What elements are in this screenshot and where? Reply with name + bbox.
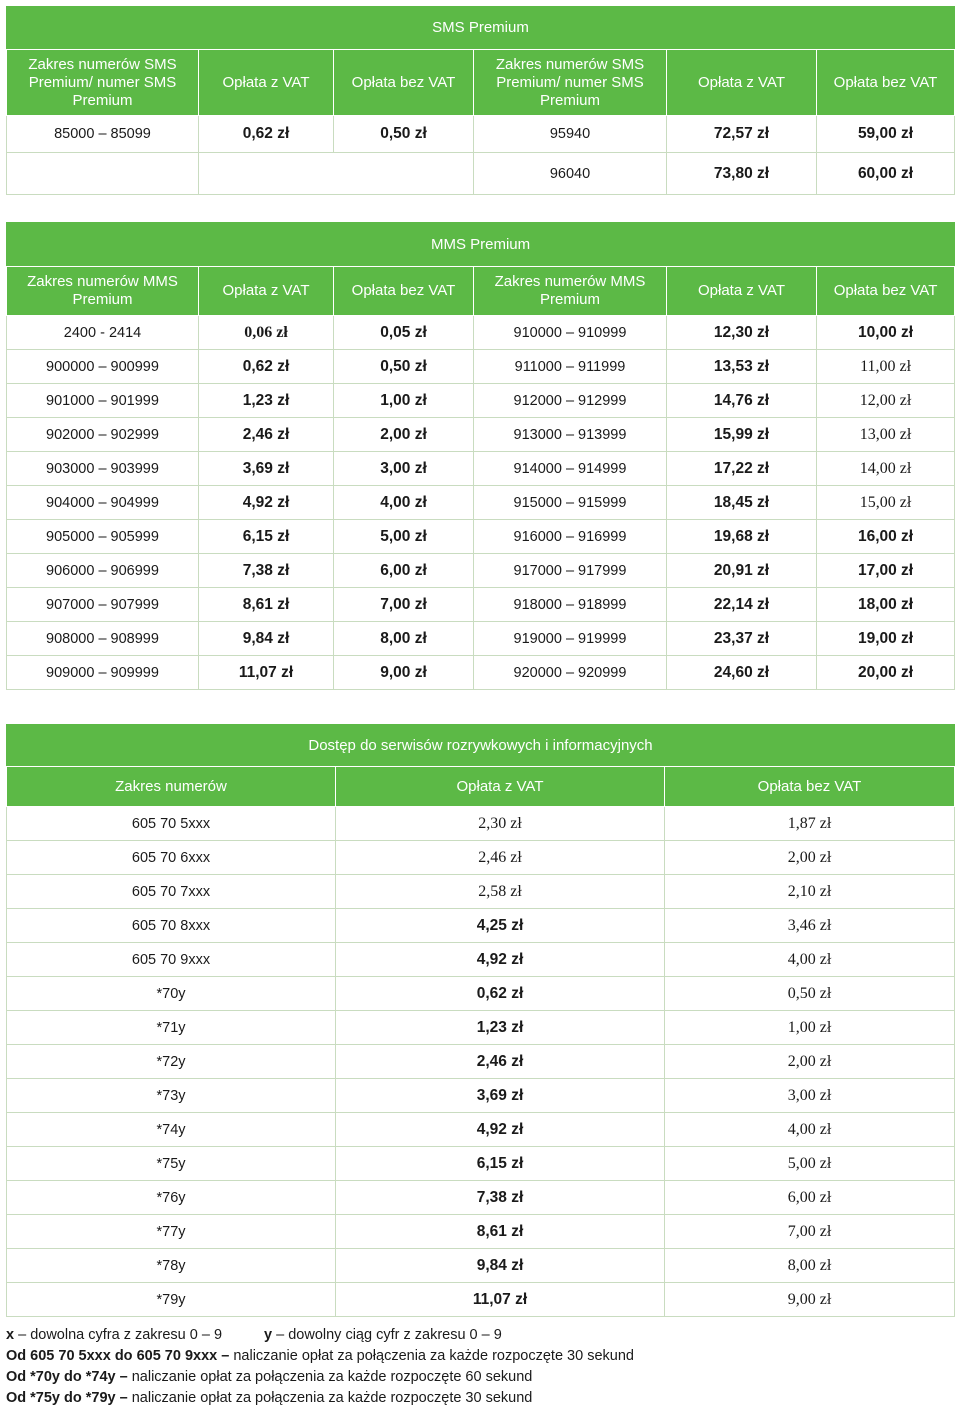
number-range: 919000 – 919999	[474, 622, 667, 656]
table-row	[7, 1283, 955, 1317]
price-without-vat: 7,00 zł	[665, 1215, 955, 1249]
price-with-vat: 11,07 zł	[199, 656, 334, 690]
price-with-vat: 2,46 zł	[336, 1045, 665, 1079]
price-with-vat: 2,30 zł	[336, 807, 665, 841]
number-range: *78y	[7, 1249, 336, 1283]
price-without-vat: 5,00 zł	[334, 520, 474, 554]
table-row	[7, 384, 955, 418]
number-range: 605 70 6xxx	[7, 841, 336, 875]
table-row	[7, 977, 955, 1011]
footnote-line	[6, 1346, 956, 1367]
sms-premium-table	[6, 6, 955, 195]
price-with-vat: 24,60 zł	[667, 656, 817, 690]
sms-header-range-2: Zakres numerów SMS Premium/ numer SMS Premium	[474, 50, 667, 116]
price-with-vat: 3,69 zł	[336, 1079, 665, 1113]
number-range: 900000 – 900999	[7, 350, 199, 384]
number-range: *79y	[7, 1283, 336, 1317]
empty-cell	[7, 153, 199, 195]
price-with-vat: 22,14 zł	[667, 588, 817, 622]
price-without-vat: 2,10 zł	[665, 875, 955, 909]
table-row	[7, 588, 955, 622]
price-without-vat: 15,00 zł	[817, 486, 955, 520]
number-range: *74y	[7, 1113, 336, 1147]
price-without-vat: 0,50 zł	[334, 116, 474, 153]
number-range: 605 70 8xxx	[7, 909, 336, 943]
price-with-vat: 15,99 zł	[667, 418, 817, 452]
price-with-vat: 2,46 zł	[336, 841, 665, 875]
number-range: 920000 – 920999	[474, 656, 667, 690]
empty-cell	[199, 153, 474, 195]
price-without-vat: 12,00 zł	[817, 384, 955, 418]
footnotes	[6, 1325, 956, 1409]
footnote-y-text: – dowolny ciąg cyfr z zakresu 0 – 9	[272, 1327, 502, 1343]
price-with-vat: 7,38 zł	[336, 1181, 665, 1215]
price-with-vat: 14,76 zł	[667, 384, 817, 418]
footnote-line	[6, 1388, 956, 1409]
price-without-vat: 5,00 zł	[665, 1147, 955, 1181]
footnote-text: naliczanie opłat za połączenia za każde rozpoczęte 60 sekund	[127, 1369, 533, 1385]
footnote-x-key: x	[6, 1327, 15, 1343]
price-without-vat: 0,50 zł	[665, 977, 955, 1011]
price-with-vat: 20,91 zł	[667, 554, 817, 588]
price-without-vat: 9,00 zł	[334, 656, 474, 690]
number-range: 911000 – 911999	[474, 350, 667, 384]
table-row	[7, 1215, 955, 1249]
table-row	[7, 116, 955, 153]
footnote-key: Od 605 70 5xxx do 605 70 9xxx –	[6, 1348, 230, 1364]
price-without-vat: 8,00 zł	[334, 622, 474, 656]
price-with-vat: 73,80 zł	[667, 153, 817, 195]
price-with-vat: 11,07 zł	[336, 1283, 665, 1317]
price-with-vat: 13,53 zł	[667, 350, 817, 384]
price-without-vat: 8,00 zł	[665, 1249, 955, 1283]
number-range: 917000 – 917999	[474, 554, 667, 588]
price-with-vat: 7,38 zł	[199, 554, 334, 588]
footnote-x-text: – dowolna cyfra z zakresu 0 – 9	[14, 1327, 223, 1343]
footnote-line	[6, 1367, 956, 1388]
number-range: *77y	[7, 1215, 336, 1249]
sms-header-vat-2: Opłata z VAT	[667, 50, 817, 116]
number-range: 915000 – 915999	[474, 486, 667, 520]
footnote-text: naliczanie opłat za połączenia za każde rozpoczęte 30 sekund	[127, 1390, 533, 1406]
price-with-vat: 0,62 zł	[199, 350, 334, 384]
price-without-vat: 4,00 zł	[334, 486, 474, 520]
price-without-vat: 11,00 zł	[817, 350, 955, 384]
number-range: *71y	[7, 1011, 336, 1045]
number-range: 916000 – 916999	[474, 520, 667, 554]
price-with-vat: 0,06 zł	[199, 316, 334, 350]
price-without-vat: 2,00 zł	[334, 418, 474, 452]
table-row	[7, 943, 955, 977]
price-without-vat: 13,00 zł	[817, 418, 955, 452]
table-row	[7, 452, 955, 486]
price-with-vat: 12,30 zł	[667, 316, 817, 350]
number-range: *70y	[7, 977, 336, 1011]
number-range: 910000 – 910999	[474, 316, 667, 350]
services-table-body	[7, 807, 955, 1317]
table-row	[7, 153, 955, 195]
price-with-vat: 6,15 zł	[336, 1147, 665, 1181]
price-with-vat: 72,57 zł	[667, 116, 817, 153]
price-without-vat: 0,05 zł	[334, 316, 474, 350]
price-with-vat: 4,92 zł	[336, 943, 665, 977]
price-without-vat: 1,00 zł	[665, 1011, 955, 1045]
table-row	[7, 1147, 955, 1181]
number-range: 906000 – 906999	[7, 554, 199, 588]
number-range: 908000 – 908999	[7, 622, 199, 656]
number-range: 605 70 9xxx	[7, 943, 336, 977]
number-range: *76y	[7, 1181, 336, 1215]
price-with-vat: 6,15 zł	[199, 520, 334, 554]
table-row	[7, 622, 955, 656]
number-range: 605 70 5xxx	[7, 807, 336, 841]
services-table	[6, 724, 955, 1317]
price-with-vat: 23,37 zł	[667, 622, 817, 656]
table-row	[7, 486, 955, 520]
price-without-vat: 59,00 zł	[817, 116, 955, 153]
table-row	[7, 1079, 955, 1113]
price-without-vat: 14,00 zł	[817, 452, 955, 486]
table-row	[7, 520, 955, 554]
price-without-vat: 17,00 zł	[817, 554, 955, 588]
number-range: 907000 – 907999	[7, 588, 199, 622]
number-range: *73y	[7, 1079, 336, 1113]
table-row	[7, 1249, 955, 1283]
number-range: *72y	[7, 1045, 336, 1079]
number-range: 902000 – 902999	[7, 418, 199, 452]
price-with-vat: 4,25 zł	[336, 909, 665, 943]
services-header-novat: Opłata bez VAT	[665, 767, 955, 807]
price-without-vat: 16,00 zł	[817, 520, 955, 554]
number-range: *75y	[7, 1147, 336, 1181]
mms-table-body	[7, 316, 955, 690]
mms-header-novat-2: Opłata bez VAT	[817, 267, 955, 316]
table-row	[7, 1181, 955, 1215]
sms-header-range-1: Zakres numerów SMS Premium/ numer SMS Premium	[7, 50, 199, 116]
number-range: 901000 – 901999	[7, 384, 199, 418]
sms-header-novat-1: Opłata bez VAT	[334, 50, 474, 116]
number-range: 605 70 7xxx	[7, 875, 336, 909]
table-row	[7, 418, 955, 452]
footnote-text: naliczanie opłat za połączenia za każde rozpoczęte 30 sekund	[229, 1348, 634, 1364]
price-with-vat: 1,23 zł	[336, 1011, 665, 1045]
table-row	[7, 1113, 955, 1147]
number-range: 85000 – 85099	[7, 116, 199, 153]
table-row	[7, 554, 955, 588]
price-with-vat: 9,84 zł	[336, 1249, 665, 1283]
table-row	[7, 350, 955, 384]
price-with-vat: 19,68 zł	[667, 520, 817, 554]
price-with-vat: 4,92 zł	[336, 1113, 665, 1147]
table-row	[7, 875, 955, 909]
price-without-vat: 1,00 zł	[334, 384, 474, 418]
table-row	[7, 807, 955, 841]
price-with-vat: 0,62 zł	[199, 116, 334, 153]
price-with-vat: 8,61 zł	[336, 1215, 665, 1249]
price-with-vat: 1,23 zł	[199, 384, 334, 418]
footnote-y-key: y	[264, 1327, 273, 1343]
price-without-vat: 4,00 zł	[665, 943, 955, 977]
mms-header-range-2: Zakres numerów MMS Premium	[474, 267, 667, 316]
number-range: 914000 – 914999	[474, 452, 667, 486]
number-range: 905000 – 905999	[7, 520, 199, 554]
footnote-key: Od *75y do *79y –	[6, 1390, 128, 1406]
table-row	[7, 909, 955, 943]
services-table-title: Dostęp do serwisów rozrywkowych i informacyjnych	[7, 725, 955, 767]
price-without-vat: 6,00 zł	[334, 554, 474, 588]
services-header-range: Zakres numerów	[7, 767, 336, 807]
price-without-vat: 60,00 zł	[817, 153, 955, 195]
footnote-key: Od *70y do *74y –	[6, 1369, 128, 1385]
table-row	[7, 316, 955, 350]
number-range: 903000 – 903999	[7, 452, 199, 486]
services-header-vat: Opłata z VAT	[336, 767, 665, 807]
price-without-vat: 10,00 zł	[817, 316, 955, 350]
mms-header-novat-1: Opłata bez VAT	[334, 267, 474, 316]
price-without-vat: 2,00 zł	[665, 841, 955, 875]
number-range: 95940	[474, 116, 667, 153]
price-with-vat: 17,22 zł	[667, 452, 817, 486]
price-without-vat: 7,00 zł	[334, 588, 474, 622]
number-range: 918000 – 918999	[474, 588, 667, 622]
price-without-vat: 3,00 zł	[665, 1079, 955, 1113]
number-range: 909000 – 909999	[7, 656, 199, 690]
price-without-vat: 4,00 zł	[665, 1113, 955, 1147]
price-with-vat: 18,45 zł	[667, 486, 817, 520]
price-without-vat: 0,50 zł	[334, 350, 474, 384]
mms-header-range-1: Zakres numerów MMS Premium	[7, 267, 199, 316]
price-with-vat: 9,84 zł	[199, 622, 334, 656]
table-row	[7, 841, 955, 875]
mms-header-vat-2: Opłata z VAT	[667, 267, 817, 316]
sms-table-title: SMS Premium	[7, 7, 955, 50]
price-without-vat: 1,87 zł	[665, 807, 955, 841]
price-with-vat: 0,62 zł	[336, 977, 665, 1011]
price-with-vat: 4,92 zł	[199, 486, 334, 520]
price-without-vat: 6,00 zł	[665, 1181, 955, 1215]
number-range: 2400 - 2414	[7, 316, 199, 350]
footnote-legend	[6, 1325, 956, 1346]
price-with-vat: 2,58 zł	[336, 875, 665, 909]
mms-header-vat-1: Opłata z VAT	[199, 267, 334, 316]
price-without-vat: 9,00 zł	[665, 1283, 955, 1317]
price-without-vat: 3,46 zł	[665, 909, 955, 943]
price-with-vat: 3,69 zł	[199, 452, 334, 486]
sms-header-vat-1: Opłata z VAT	[199, 50, 334, 116]
price-without-vat: 18,00 zł	[817, 588, 955, 622]
price-with-vat: 8,61 zł	[199, 588, 334, 622]
number-range: 913000 – 913999	[474, 418, 667, 452]
price-without-vat: 2,00 zł	[665, 1045, 955, 1079]
table-row	[7, 1045, 955, 1079]
table-row	[7, 1011, 955, 1045]
number-range: 904000 – 904999	[7, 486, 199, 520]
table-row	[7, 656, 955, 690]
sms-header-novat-2: Opłata bez VAT	[817, 50, 955, 116]
price-with-vat: 2,46 zł	[199, 418, 334, 452]
number-range: 912000 – 912999	[474, 384, 667, 418]
number-range: 96040	[474, 153, 667, 195]
price-without-vat: 19,00 zł	[817, 622, 955, 656]
price-without-vat: 3,00 zł	[334, 452, 474, 486]
mms-table-title: MMS Premium	[7, 223, 955, 267]
mms-premium-table	[6, 222, 955, 690]
price-without-vat: 20,00 zł	[817, 656, 955, 690]
